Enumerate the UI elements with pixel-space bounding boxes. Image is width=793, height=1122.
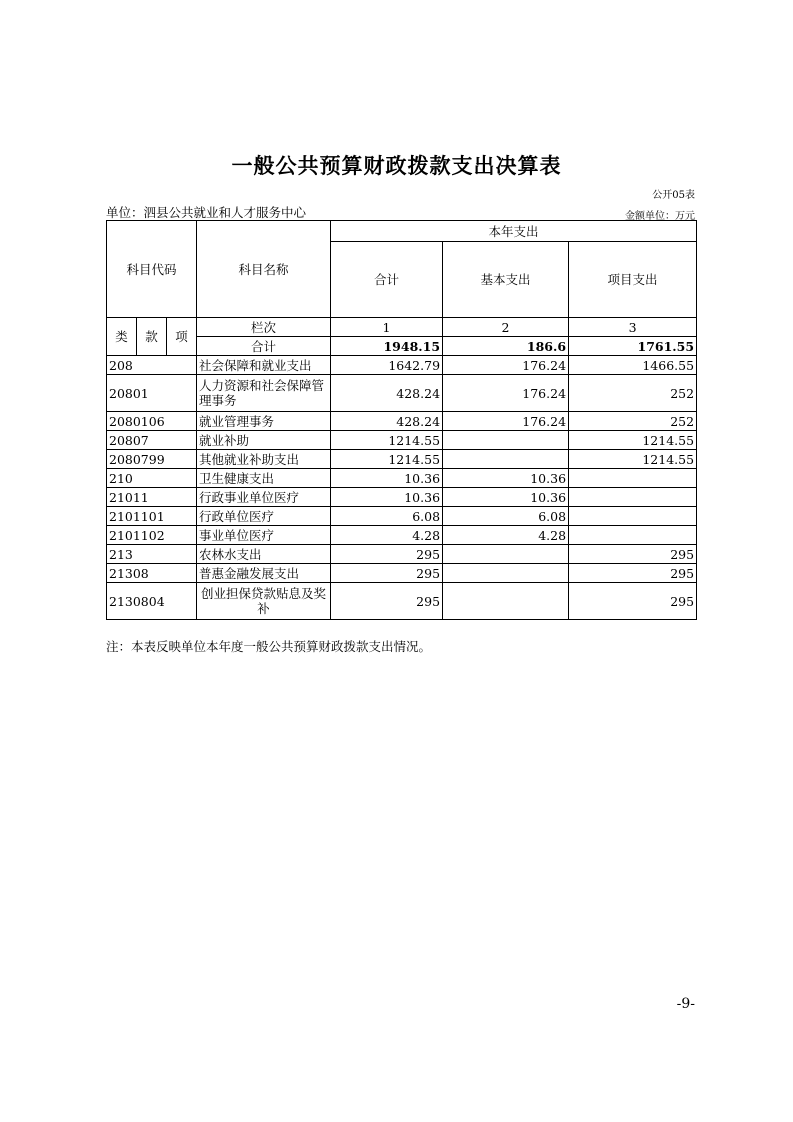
row-project: 295 bbox=[569, 583, 697, 620]
header-col1: 1 bbox=[331, 318, 443, 337]
row-project bbox=[569, 469, 697, 488]
row-name: 卫生健康支出 bbox=[197, 469, 331, 488]
row-code: 2101102 bbox=[107, 526, 197, 545]
row-total: 295 bbox=[331, 564, 443, 583]
row-basic bbox=[443, 450, 569, 469]
row-total: 1214.55 bbox=[331, 450, 443, 469]
row-name: 事业单位医疗 bbox=[197, 526, 331, 545]
row-code: 2080106 bbox=[107, 412, 197, 431]
row-name: 就业补助 bbox=[197, 431, 331, 450]
row-name: 就业管理事务 bbox=[197, 412, 331, 431]
table-row bbox=[107, 469, 697, 488]
header-project: 项目支出 bbox=[569, 242, 697, 318]
total-amount: 1948.15 bbox=[331, 337, 443, 356]
row-name: 行政单位医疗 bbox=[197, 507, 331, 526]
row-project bbox=[569, 507, 697, 526]
row-code: 20807 bbox=[107, 431, 197, 450]
header-xiang: 项 bbox=[167, 318, 197, 356]
row-basic: 176.24 bbox=[443, 412, 569, 431]
row-project: 1214.55 bbox=[569, 450, 697, 469]
table-note: 注：本表反映单位本年度一般公共预算财政拨款支出情况。 bbox=[106, 639, 432, 654]
row-project: 1214.55 bbox=[569, 431, 697, 450]
row-project bbox=[569, 488, 697, 507]
row-name: 普惠金融发展支出 bbox=[197, 564, 331, 583]
total-project: 1761.55 bbox=[569, 337, 697, 356]
row-name: 社会保障和就业支出 bbox=[197, 356, 331, 375]
row-total: 295 bbox=[331, 545, 443, 564]
table-row bbox=[107, 375, 697, 412]
row-code: 208 bbox=[107, 356, 197, 375]
row-basic: 176.24 bbox=[443, 356, 569, 375]
page-number: -9- bbox=[676, 996, 695, 1012]
row-total: 428.24 bbox=[331, 412, 443, 431]
row-code: 2130804 bbox=[107, 583, 197, 620]
header-lanci: 栏次 bbox=[197, 318, 331, 337]
row-basic: 176.24 bbox=[443, 375, 569, 412]
row-basic bbox=[443, 583, 569, 620]
budget-table bbox=[106, 220, 697, 620]
row-project: 295 bbox=[569, 564, 697, 583]
row-name: 创业担保贷款贴息及奖补 bbox=[197, 583, 331, 620]
row-project: 1466.55 bbox=[569, 356, 697, 375]
table-row bbox=[107, 583, 697, 620]
table-row bbox=[107, 431, 697, 450]
row-project bbox=[569, 526, 697, 545]
row-total: 428.24 bbox=[331, 375, 443, 412]
money-unit-label: 金额单位：万元 bbox=[625, 211, 695, 222]
row-basic bbox=[443, 564, 569, 583]
table-row bbox=[107, 545, 697, 564]
row-project: 252 bbox=[569, 375, 697, 412]
header-current-year: 本年支出 bbox=[331, 221, 697, 242]
header-col2: 2 bbox=[443, 318, 569, 337]
table-row bbox=[107, 526, 697, 545]
row-project: 252 bbox=[569, 412, 697, 431]
form-number: 公开05表 bbox=[652, 190, 695, 201]
row-code: 21308 bbox=[107, 564, 197, 583]
header-col3: 3 bbox=[569, 318, 697, 337]
header-lei: 类 bbox=[107, 318, 137, 356]
row-code: 2080799 bbox=[107, 450, 197, 469]
row-name: 其他就业补助支出 bbox=[197, 450, 331, 469]
row-basic: 4.28 bbox=[443, 526, 569, 545]
row-total: 1642.79 bbox=[331, 356, 443, 375]
row-total: 10.36 bbox=[331, 488, 443, 507]
row-basic: 10.36 bbox=[443, 469, 569, 488]
row-code: 213 bbox=[107, 545, 197, 564]
row-name: 行政事业单位医疗 bbox=[197, 488, 331, 507]
header-kuan: 款 bbox=[137, 318, 167, 356]
header-basic: 基本支出 bbox=[443, 242, 569, 318]
total-basic: 186.6 bbox=[443, 337, 569, 356]
row-basic bbox=[443, 545, 569, 564]
table-row bbox=[107, 507, 697, 526]
table-row bbox=[107, 356, 697, 375]
row-basic: 10.36 bbox=[443, 488, 569, 507]
row-name: 人力资源和社会保障管理事务 bbox=[197, 375, 331, 412]
table-row bbox=[107, 450, 697, 469]
table-row bbox=[107, 564, 697, 583]
row-code: 20801 bbox=[107, 375, 197, 412]
row-basic bbox=[443, 431, 569, 450]
row-project: 295 bbox=[569, 545, 697, 564]
row-code: 2101101 bbox=[107, 507, 197, 526]
row-code: 210 bbox=[107, 469, 197, 488]
header-code: 科目代码 bbox=[107, 221, 197, 318]
row-total: 6.08 bbox=[331, 507, 443, 526]
table-row bbox=[107, 488, 697, 507]
row-code: 21011 bbox=[107, 488, 197, 507]
row-total: 4.28 bbox=[331, 526, 443, 545]
table-row bbox=[107, 412, 697, 431]
header-name: 科目名称 bbox=[197, 221, 331, 318]
row-basic: 6.08 bbox=[443, 507, 569, 526]
row-total: 295 bbox=[331, 583, 443, 620]
row-name: 农林水支出 bbox=[197, 545, 331, 564]
row-total: 10.36 bbox=[331, 469, 443, 488]
total-label: 合计 bbox=[197, 337, 331, 356]
page-title: 一般公共预算财政拨款支出决算表 bbox=[231, 154, 562, 178]
unit-label: 单位：泗县公共就业和人才服务中心 bbox=[106, 205, 307, 220]
header-total: 合计 bbox=[331, 242, 443, 318]
row-total: 1214.55 bbox=[331, 431, 443, 450]
